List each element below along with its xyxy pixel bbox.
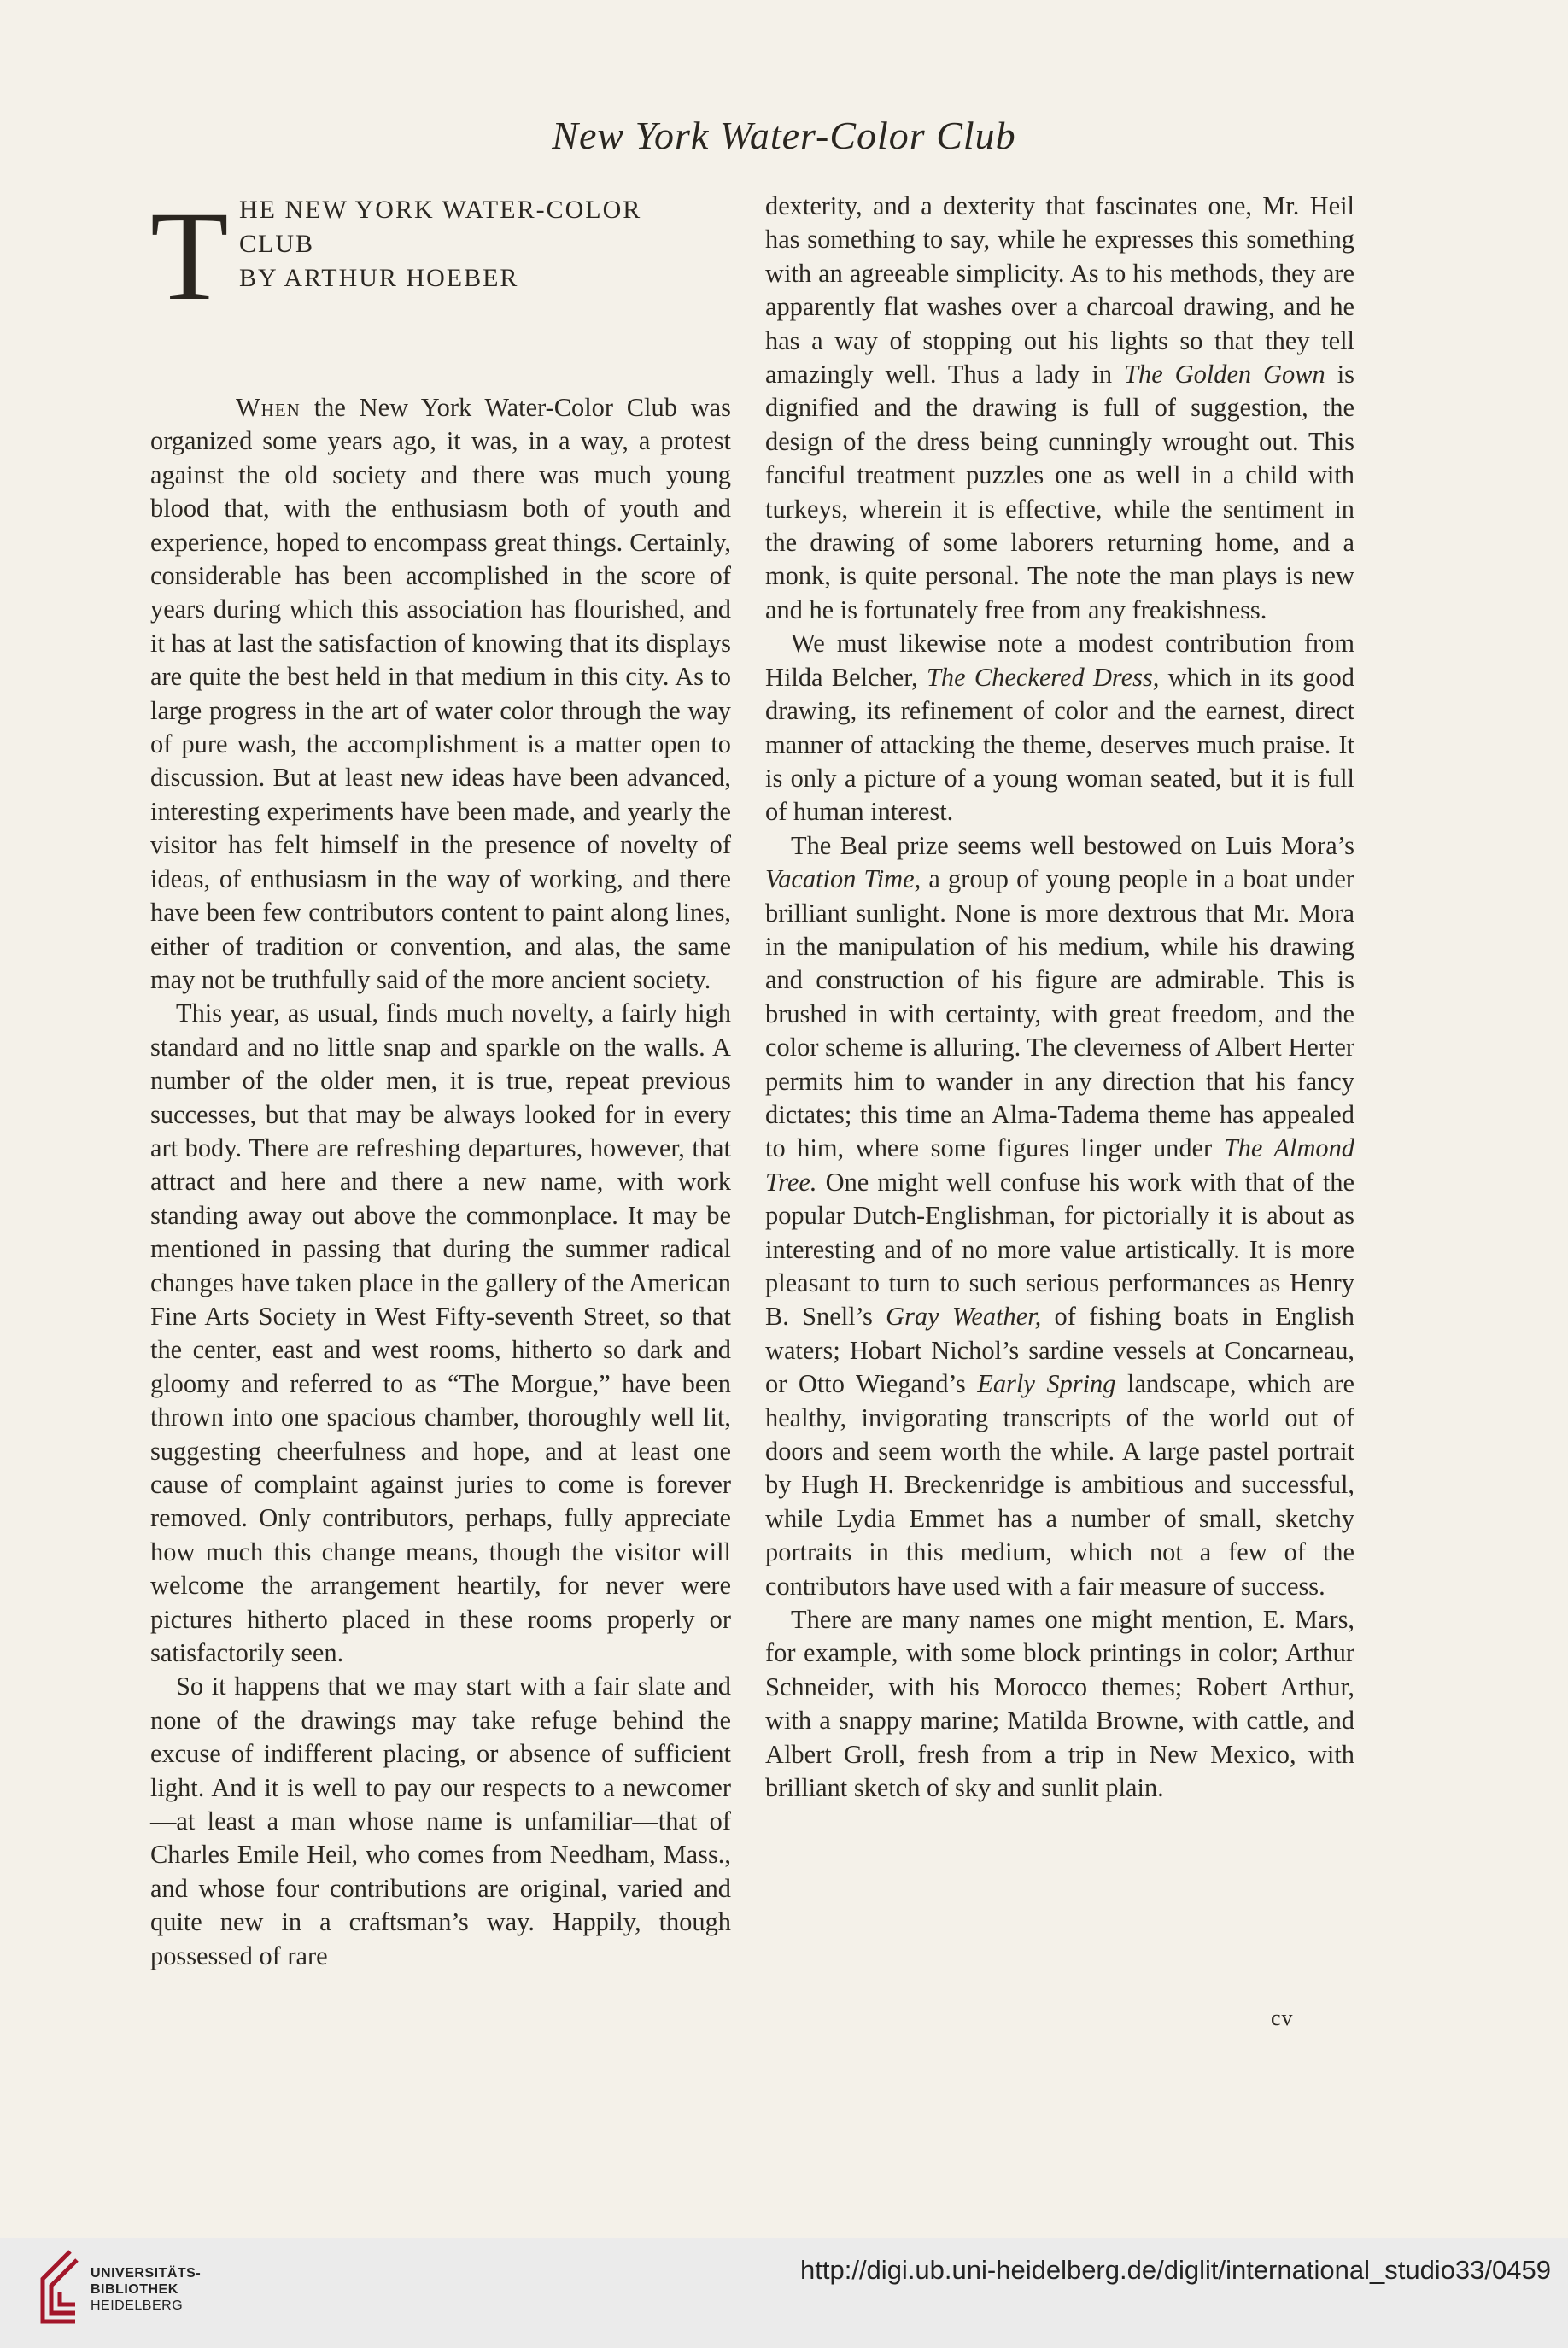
paragraph: [765, 627, 1354, 829]
library-line: HEIDELBERG: [91, 2298, 184, 2313]
paragraph-text: One might well confuse his work with that of the popular Dutch-Englishman, for pictorially it is about as interesting and of no more value artistically. It is more pleasant to turn to such serious performances as Henry B. Snell’s: [765, 1167, 1354, 1332]
drop-cap: T: [150, 185, 229, 327]
artwork-title: The Golden Gown: [1124, 360, 1325, 389]
artwork-title: The Almond Tree.: [765, 1133, 1354, 1197]
paragraph: [150, 391, 731, 997]
paragraph-text: We must likewise note a modest contribution from Hilda Belcher,: [765, 629, 1354, 692]
artwork-title: Gray Weather,: [886, 1302, 1042, 1332]
library-line: UNIVERSITÄTS-: [91, 2266, 202, 2281]
paragraph: So it happens that we may start with a fair slate and none of the drawings may take refuge behind the excuse of indifferent placing, or absence of sufficient light. And it is well to pay our respects to a newcomer—at least a man whose name is unfamiliar—that of Charles Emile Heil, who comes from Needham, Mass., and whose four contributions are original, varied and quite new in a craftsman’s way. Happily, though possessed of rare: [150, 1672, 731, 1970]
paragraph: [765, 829, 1354, 1603]
paragraph-text: the New York Water-Color Club was organized some years ago, it was, in a way, a protest against the old society and there was much young blood that, with the enthusiasm both of youth and experience, hoped to encompass great things. Certainly, considerable has been accomplished in the score of years during which this association has flourished, and it has at last the satisfaction of knowing that its displays are quite the best held in that medium in this city. As to large progress in the art of water color through the way of pure wash, the accomplishment is a matter open to discussion. But at least new ideas have been advanced, interesting experiments have been made, and yearly the visitor has felt himself in the presence of novelty of ideas, of enthusiasm in the way of working, and there have been few contributors content to paint along lines, either of tradition or convention, and alas, the same may not be truthfully said of the more ancient society.: [150, 393, 731, 994]
library-name: [91, 2265, 201, 2314]
page-number: cv: [1271, 2005, 1294, 2030]
running-head: New York Water-Color Club: [552, 114, 1016, 157]
artwork-title: The Checkered Dress,: [927, 662, 1160, 692]
artwork-title: Early Spring: [977, 1369, 1116, 1399]
source-url-link[interactable]: http://digi.ub.uni-heidelberg.de/diglit/international_studio33/0459: [800, 2255, 1551, 2285]
paragraph: This year, as usual, finds much novelty, a fairly high standard and no little snap and sparkle on the walls. A number of the older men, it is true, repeat previous successes, but that may be always looked for in every art body. There are refreshing departures, however, that attract and here and there a new name, with work standing away out above the commonplace. It may be mentioned in passing that during the summer radical changes have taken place in the gallery of the American Fine Arts Society in West Fifty-seventh Street, so that the center, east and west rooms, hitherto so dark and gloomy and referred to as “The Morgue,” have been thrown into one spacious chamber, thoroughly well lit, suggesting cheerfulness and hope, and at least one cause of complaint against juries to come is forever removed. Only contributors, perhaps, fully appreciate how much this change means, though the visitor will welcome the arrangement heartily, for never were pictures hitherto placed in these rooms properly or satisfactorily seen.: [150, 998, 731, 1668]
artwork-title: Vacation Time,: [765, 864, 921, 894]
paragraph-text: of fishing boats in English waters; Hobart Nichol’s sardine vessels at Concarneau, or Otto Wiegand’s: [765, 1302, 1354, 1399]
title-line-2: CLUB: [239, 230, 315, 258]
paragraph-text: a group of young people in a boat under brilliant sunlight. None is more dextrous that Mr. Mora in the manipulation of his medium, while his drawing and construction of his figure are admirable. This is brushed in with certainty, with great freedom, and the color scheme is alluring. The cleverness of Albert Herter permits him to wander in any direction that his fancy dictates; this time an Alma-Tadema theme has appealed to him, where some figures linger under: [765, 864, 1354, 1163]
title-line-1: HE NEW YORK WATER-COLOR: [239, 196, 642, 224]
paragraph: There are many names one might mention, E. Mars, for example, with some block printings in color; Arthur Schneider, with his Morocco themes; Robert Arthur, with a snappy marine; Matilda Browne, with cattle, and Albert Groll, fresh from a trip in New Mexico, with brilliant sketch of sky and sunlit plain.: [765, 1605, 1354, 1803]
lead-in: When: [236, 393, 301, 422]
article-header: [150, 185, 731, 391]
paragraph: [765, 190, 1354, 627]
library-line: BIBLIOTHEK: [91, 2282, 178, 2297]
byline: BY ARTHUR HOEBER: [239, 264, 519, 292]
paragraph-text: which in its good drawing, its refinement of color and the earnest, direct manner of attacking the theme, deserves much praise. It is only a picture of a young woman seated, but it is full of human interest.: [765, 662, 1354, 827]
article-title: [239, 193, 734, 261]
left-column: [150, 185, 731, 1973]
paragraph-text: landscape, which are healthy, invigorating transcripts of the world out of doors and seem worth the while. A large pastel portrait by Hugh H. Breckenridge is ambitious and successful, while Lydia Emmet has a number of small, sketchy portraits in this medium, which not a few of the contributors have used with a fair measure of success.: [765, 1369, 1354, 1601]
paragraph-text: The Beal prize seems well bestowed on Luis Mora’s: [791, 830, 1354, 860]
right-column: [765, 190, 1354, 1806]
paragraph-text: is dignified and the drawing is full of suggestion, the design of the dress being cunningly wrought out. This fanciful treatment puzzles one as well in a child with turkeys, wherein it is effective, while the sentiment in the drawing of some laborers returning home, and a monk, is quite personal. The note the man plays is new and he is fortunately free from any freakishness.: [765, 360, 1354, 624]
library-logo-icon: [36, 2248, 84, 2325]
paragraph-text: dexterity, and a dexterity that fascinates one, Mr. Heil has something to say, while he expresses this something with an agreeable simplicity. As to his methods, they are apparently flat washes over a charcoal drawing, and he has a way of stopping out his lights so that they tell amazingly well. Thus a lady in: [765, 191, 1354, 389]
